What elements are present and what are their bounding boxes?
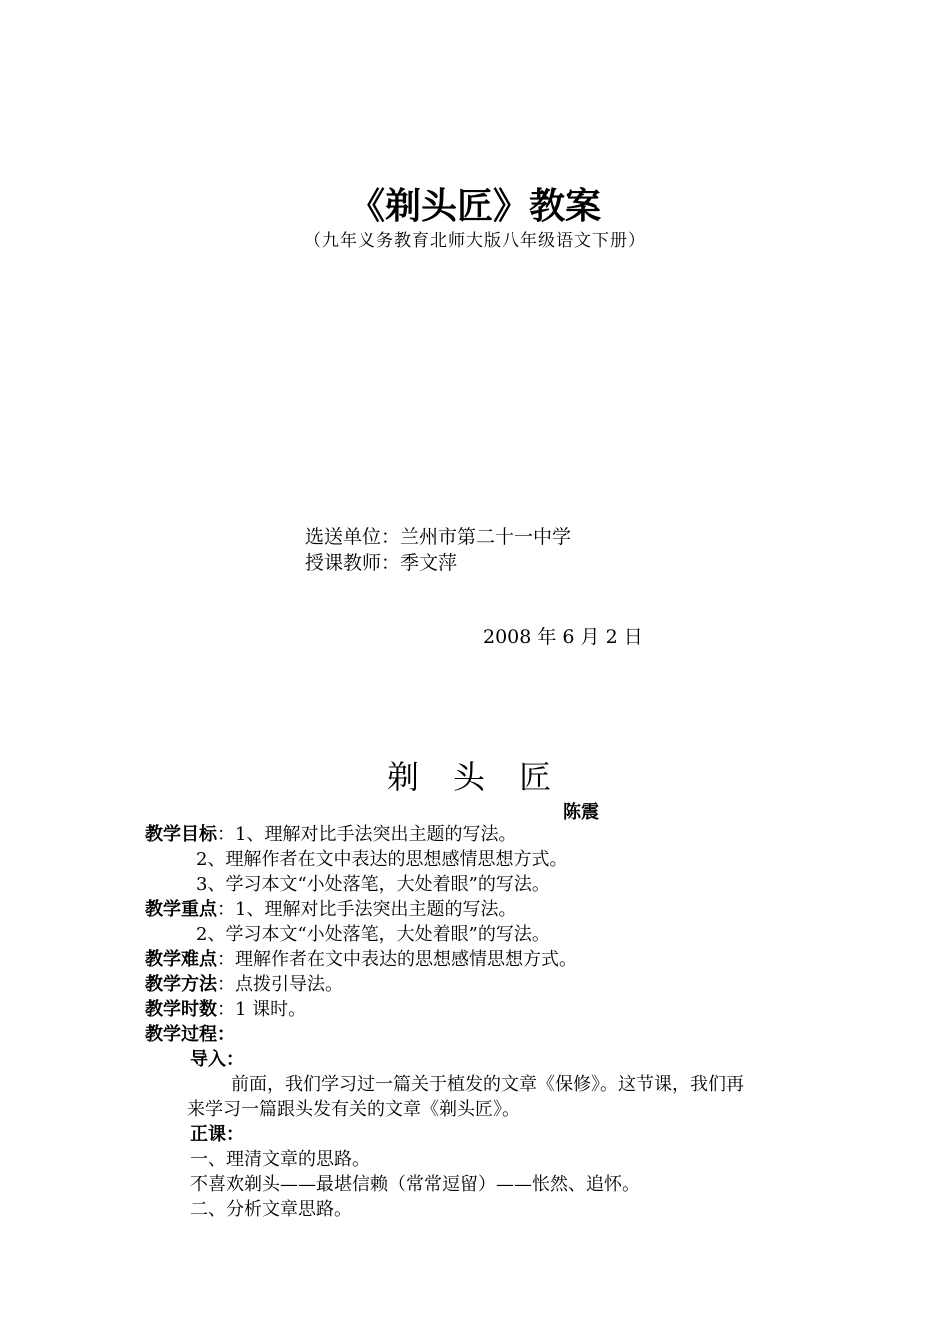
process-label: 教学过程： — [145, 1024, 235, 1045]
hours-label: 教学时数 — [145, 999, 217, 1020]
intro-line-2: 来学习一篇跟头发有关的文章《剃头匠》。 — [187, 1099, 520, 1120]
key-2: 2、学习本文“小处落笔，大处着眼”的写法。 — [196, 924, 550, 945]
document-title: 《剃头匠》教案 — [348, 186, 601, 227]
lesson-heading: 剃 头 匠 — [386, 758, 564, 796]
date-line: 2008 年 6 月 2 日 — [483, 626, 643, 648]
difficulty-row — [145, 947, 577, 972]
unit-line: 选送单位：兰州市第二十一中学 — [305, 526, 572, 548]
teacher-line: 授课教师：季文萍 — [305, 552, 458, 574]
document-subtitle: （九年义务教育北师大版八年级语文下册） — [304, 231, 646, 251]
method-label: 教学方法 — [145, 974, 217, 995]
key-label: 教学重点 — [145, 899, 217, 920]
main-line-1: 一、理清文章的思路。 — [190, 1149, 370, 1170]
method-row — [145, 972, 343, 997]
main-line-3: 二、分析文章思路。 — [190, 1199, 352, 1220]
difficulty-text: ：理解作者在文中表达的思想感情思想方式。 — [217, 949, 577, 970]
difficulty-label: 教学难点 — [145, 949, 217, 970]
goal-1: ：1、理解对比手法突出主题的写法。 — [217, 824, 517, 845]
main-line-2: 不喜欢剃头——最堪信赖（常常逗留）——怅然、追怀。 — [190, 1174, 640, 1195]
goals-label: 教学目标 — [145, 824, 217, 845]
key-1: ：1、理解对比手法突出主题的写法。 — [217, 899, 517, 920]
hours-text: ：1 课时。 — [217, 999, 307, 1020]
goal-2: 2、理解作者在文中表达的思想感情思想方式。 — [196, 849, 568, 870]
hours-row — [145, 997, 306, 1022]
main-label: 正课： — [190, 1124, 244, 1145]
author-name: 陈震 — [563, 802, 599, 823]
intro-label: 导入： — [190, 1049, 244, 1070]
goals-row — [145, 822, 516, 847]
intro-line-1: 前面，我们学习过一篇关于植发的文章《保修》。这节课，我们再 — [231, 1074, 744, 1095]
goal-3: 3、学习本文“小处落笔，大处着眼”的写法。 — [196, 874, 550, 895]
method-text: ：点拨引导法。 — [217, 974, 343, 995]
key-row — [145, 897, 516, 922]
